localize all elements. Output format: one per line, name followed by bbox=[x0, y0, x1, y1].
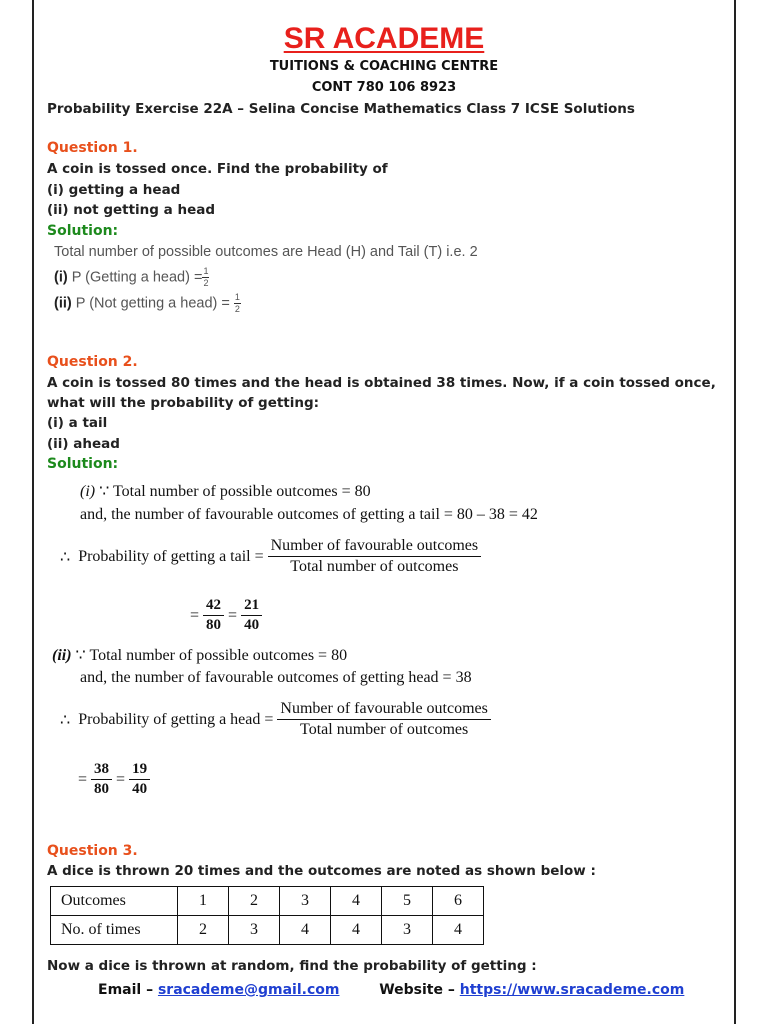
website-label: Website – bbox=[379, 982, 455, 998]
part-ii-tag: (ii) bbox=[54, 295, 72, 312]
contact-number: CONT 780 106 8923 bbox=[311, 80, 457, 95]
table-cell: 4 bbox=[331, 887, 382, 916]
therefore-symbol: ∴ bbox=[60, 711, 71, 729]
tail-probability-formula: ∴ Probability of getting a tail = $\frac{\text{Number of favourable outcomes}}{\text{Total number of outcomes}}$ bbox=[60, 538, 481, 575]
question-2-part-i: (i) a tail bbox=[47, 415, 108, 431]
part-i-tag: (i) bbox=[80, 483, 96, 500]
table-cell: 2 bbox=[229, 887, 280, 916]
question-1-part-i: (i) getting a head bbox=[47, 182, 181, 198]
fraction-one-half: $\frac{1}{2}$ bbox=[234, 292, 240, 314]
email-link[interactable]: sracademe@gmail.com bbox=[157, 982, 340, 998]
part-ii-text: P (Not getting a head) = bbox=[75, 295, 230, 312]
solution-1-part-ii bbox=[54, 293, 241, 314]
fraction-one-half: $\frac{1}{2}$ bbox=[203, 266, 209, 288]
table-cell: 4 bbox=[331, 916, 382, 945]
website-link[interactable]: https://www.sracademe.com bbox=[459, 982, 685, 998]
table-header-cell: Outcomes bbox=[51, 887, 178, 916]
favourable-over-total-fraction: $\frac{\text{Number of favourable outcomes}}{\text{Total number of outcomes}}$ bbox=[277, 701, 490, 738]
question-1-part-ii: (ii) not getting a head bbox=[47, 202, 216, 218]
tagline: TUITIONS & COACHING CENTRE bbox=[269, 59, 499, 74]
table-cell: 4 bbox=[433, 916, 484, 945]
head-probability-result: = $\frac{38}{80}$ = $\frac{19}{40}$ bbox=[78, 762, 154, 797]
brand-title: SR ACADEME bbox=[283, 22, 485, 55]
solution-1-label: Solution: bbox=[47, 223, 119, 239]
table-row bbox=[51, 916, 484, 945]
table-cell: 1 bbox=[178, 887, 229, 916]
table-cell: 3 bbox=[280, 887, 331, 916]
solution-2-ii-line1: (ii) ∵ Total number of possible outcomes = 80 bbox=[52, 647, 348, 664]
table-cell: 3 bbox=[382, 916, 433, 945]
table-row bbox=[51, 887, 484, 916]
table-cell: 2 bbox=[178, 916, 229, 945]
question-3-label: Question 3. bbox=[47, 843, 138, 859]
table-cell: 5 bbox=[382, 887, 433, 916]
question-2-text: A coin is tossed 80 times and the head is obtained 38 times. Now, if a coin tossed once, bbox=[47, 375, 716, 391]
question-1-label: Question 1. bbox=[47, 140, 138, 156]
solution-1-part-i bbox=[54, 267, 209, 288]
part-i-tag: (i) bbox=[54, 269, 68, 286]
tail-probability-result: = $\frac{42}{80}$ = $\frac{21}{40}$ bbox=[190, 598, 266, 633]
question-3-text-2: Now a dice is thrown at random, find the probability of getting : bbox=[47, 958, 537, 974]
table-cell: 4 bbox=[280, 916, 331, 945]
footer-contact bbox=[98, 982, 684, 998]
outcomes-table bbox=[50, 886, 484, 945]
question-3-text: A dice is thrown 20 times and the outcomes are noted as shown below : bbox=[47, 863, 596, 879]
table-cell: 3 bbox=[229, 916, 280, 945]
solution-1-line: Total number of possible outcomes are Head (H) and Tail (T) i.e. 2 bbox=[54, 244, 478, 260]
solution-2-ii-line2: and, the number of favourable outcomes of getting head = 38 bbox=[80, 669, 472, 686]
solution-2-i-line2: and, the number of favourable outcomes of getting a tail = 80 – 38 = 42 bbox=[80, 506, 538, 523]
email-label: Email – bbox=[98, 982, 154, 998]
question-2-part-ii: (ii) ahead bbox=[47, 436, 120, 452]
therefore-symbol: ∴ bbox=[60, 548, 71, 566]
question-2-text-2: what will the probability of getting: bbox=[47, 395, 320, 411]
solution-2-i-line1: (i) ∵ Total number of possible outcomes = 80 bbox=[80, 483, 371, 500]
favourable-over-total-fraction: $\frac{\text{Number of favourable outcomes}}{\text{Total number of outcomes}}$ bbox=[268, 538, 481, 575]
question-1-text: A coin is tossed once. Find the probability of bbox=[47, 161, 388, 177]
head-probability-formula: ∴ Probability of getting a head = $\frac{\text{Number of favourable outcomes}}{\text{Total number of outcomes}}$ bbox=[60, 701, 491, 738]
page-border-left bbox=[32, 0, 34, 1024]
part-i-text: P (Getting a head) = bbox=[71, 269, 203, 286]
table-cell: 6 bbox=[433, 887, 484, 916]
question-2-label: Question 2. bbox=[47, 354, 138, 370]
solution-2-label: Solution: bbox=[47, 456, 119, 472]
page-border-right bbox=[734, 0, 736, 1024]
document-title: Probability Exercise 22A – Selina Concise Mathematics Class 7 ICSE Solutions bbox=[47, 101, 635, 117]
part-ii-tag: (ii) bbox=[52, 647, 72, 664]
table-header-cell: No. of times bbox=[51, 916, 178, 945]
